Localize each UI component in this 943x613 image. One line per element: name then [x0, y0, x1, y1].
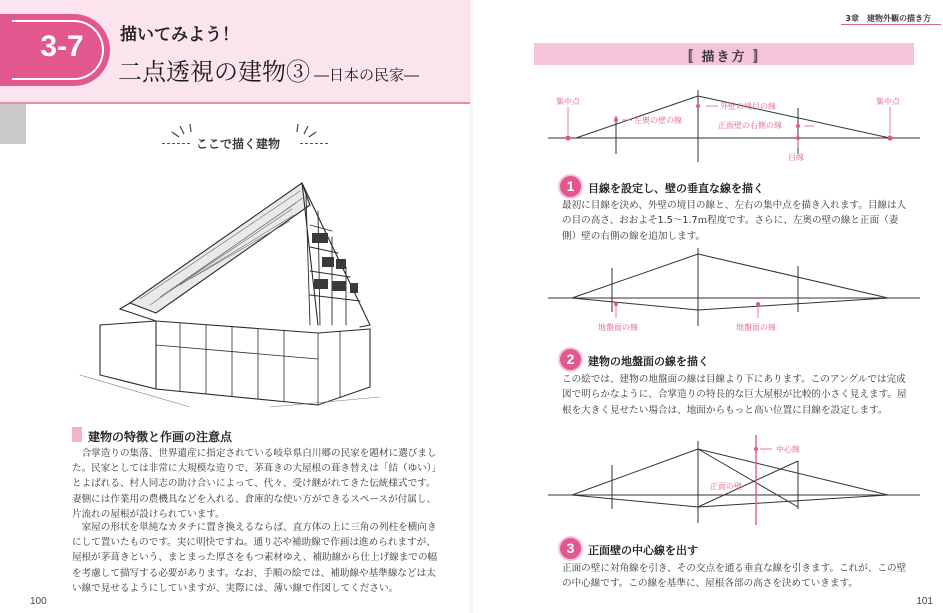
koko-dash-right [300, 143, 328, 144]
left-page [0, 0, 471, 613]
body-paragraph-2: 家屋の形状を単純なカタチに置き換えるならば、直方体の上に三角の列柱を横向きにして置いたものです。実に明快ですね。通り芯や補助線で作画は進められますが、屋根が茅葺きという、まとまった厚さをもつ素材ゆえ、補助線から仕上げ線までの幅を考慮して描写する必要があります。なお、手順の絵では、補助線や基準線などは太い線で見せるようにしていますが、実際には、薄い線で作図してください。 [72, 522, 438, 594]
label-center-line: 中心線 [776, 445, 800, 454]
title-main: 二点透視の建物③ [118, 58, 310, 86]
label-ground-right: 地盤面の線 [736, 323, 776, 332]
page-subtitle: 描いてみよう！ [120, 25, 239, 45]
section-banner [534, 43, 914, 65]
label-front-wall-3: 正面の壁 [710, 482, 742, 491]
chapter-number: 3-7 [40, 30, 84, 63]
step-1-badge: 1 [560, 176, 581, 197]
step-1-title: 目線を設定し、壁の垂直な線を描く [588, 182, 764, 195]
gassho-house-sketch [70, 175, 390, 415]
label-vp-left: 集中点 [556, 97, 580, 106]
diagram-step-1 [548, 82, 920, 170]
section-heading: 建物の特徴と作画の注意点 [88, 430, 233, 444]
step-1-text: 最初に目線を決め、外壁の境目の線と、左右の集中点を描き入れます。目線は人の目の高さ、おおよそ1.5～1.7ｍ程度です。さらに、左奥の壁の線と正面（妻側）壁の右側の線を追加します。 [562, 200, 907, 242]
running-head: 3章 建物外観の描き方 [845, 14, 931, 23]
page-title [118, 52, 419, 87]
label-front-wall: 正面壁の右側の線 [718, 121, 782, 130]
step-2-title: 建物の地盤面の線を描く [588, 355, 709, 368]
step-3-badge: 3 [560, 538, 581, 559]
body-paragraph-1: 合掌造りの集落、世界遺産に指定されている岐阜県白川郷の民家を題材に選びました。民家としては非常に大規模な造りで、茅葺きの大屋根の葺き替えは「結（ゆい）」とよばれる、村人同志の助け合いによって、代々、受け継がれてきた伝統様式です。妻側には作業用の農機具などを入れる、倉庫的な使い方ができるスペースが付属し、片流れの屋根が設けられています。 [72, 448, 442, 520]
page-number-left: 100 [30, 596, 47, 607]
koko-label: ここで描く建物 [196, 137, 281, 151]
diagram-step-2 [548, 248, 920, 340]
step-2-badge: 2 [560, 349, 581, 370]
label-left-wall: 左奥の壁の線 [634, 116, 682, 125]
label-eye-line: 目線 [788, 153, 804, 162]
koko-dash-left [162, 143, 190, 144]
step-3-text: 正面の壁に対角線を引き、その交点を通る垂直な線を引きます。これが、この壁の中心線です。この線を基準に、屋根各部の高さを決めていきます。 [562, 563, 907, 590]
step-2-text: この絵では、建物の地盤面の線は目線より下にあります。このアングルでは完成図で明らかなように、合掌造りの特長的な巨大屋根が比較的小さく見えます。屋根を大きく見せたい場合は、地面からもっと高い位置に目線を設定します。 [562, 374, 907, 416]
page-number-right: 101 [916, 596, 933, 607]
diagram-step-3 [548, 435, 920, 530]
step-3-title: 正面壁の中心線を出す [588, 544, 698, 557]
label-vp-right: 集中点 [876, 97, 900, 106]
right-page [472, 0, 943, 613]
banner-text: 〚 描き方 〛 [679, 50, 769, 65]
title-suffix: ―日本の民家― [314, 66, 420, 84]
label-ground-left: 地盤面の線 [598, 323, 638, 332]
label-outer-wall: 外壁の境目の線 [720, 102, 776, 111]
